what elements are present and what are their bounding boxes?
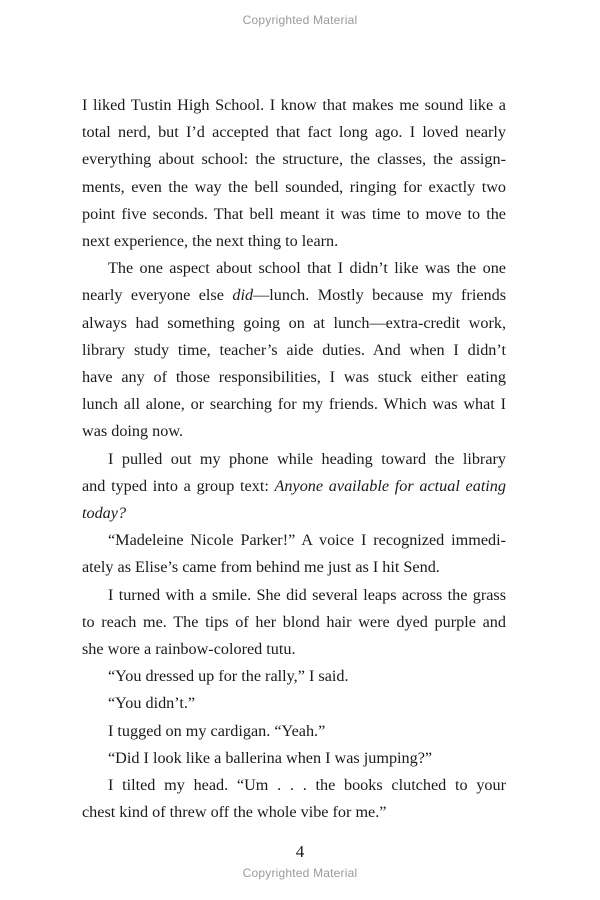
text-line: I turned with a smile. She did several leaps across the grass	[108, 585, 506, 604]
emphasis-text: today?	[82, 504, 127, 523]
text-line: “Madeleine Nicole Parker!” A voice I recognized immedi-	[108, 531, 506, 550]
text-line: The one aspect about school that I didn’t like was the one	[108, 259, 506, 278]
emphasis-text: did	[232, 286, 254, 305]
page-number: 4	[295, 842, 305, 861]
page-body	[82, 92, 506, 826]
text-line: I pulled out my phone while heading toward the library	[108, 449, 506, 468]
text-line: “You didn’t.”	[108, 694, 196, 713]
text-line: I tilted my head. “Um . . . the books clutched to your	[108, 776, 506, 795]
text-line-with-emphasis	[82, 282, 506, 309]
text-line: have any of those responsibilities, I was stuck either eating	[82, 368, 506, 387]
text-line: total nerd, but I’d accepted that fact long ago. I loved nearly	[82, 123, 506, 142]
text-line: to reach me. The tips of her blond hair were dyed purple and	[82, 612, 506, 631]
text-line: lunch all alone, or searching for my friends. Which was what I	[82, 395, 506, 414]
text-fragment: nearly everyone else	[82, 286, 233, 305]
text-line: “You dressed up for the rally,” I said.	[108, 667, 349, 686]
text-line: I tugged on my cardigan. “Yeah.”	[108, 721, 326, 740]
text-line: “Did I look like a ballerina when I was jumping?”	[108, 748, 433, 767]
text-line: she wore a rainbow-colored tutu.	[82, 640, 296, 659]
text-fragment: and typed into a group text:	[82, 476, 275, 495]
copyright-watermark-top: Copyrighted Material	[242, 13, 358, 27]
text-line: everything about school: the structure, the classes, the assign-	[82, 150, 506, 169]
text-line: always had something going on at lunch—extra-credit work,	[82, 313, 506, 332]
text-line: was doing now.	[82, 422, 184, 441]
text-line: ately as Elise’s came from behind me just as I hit Send.	[82, 558, 440, 577]
text-line: ments, even the way the bell sounded, ringing for exactly two	[82, 177, 506, 196]
text-line: library study time, teacher’s aide duties. And when I didn’t	[82, 340, 506, 359]
text-line: I liked Tustin High School. I know that makes me sound like a	[82, 96, 506, 114]
text-line: point five seconds. That bell meant it was time to move to the	[82, 204, 506, 223]
text-line	[82, 500, 506, 527]
emphasis-text: Anyone available for actual eating	[274, 476, 506, 495]
copyright-watermark-bottom: Copyrighted Material	[242, 866, 358, 880]
text-line: next experience, the next thing to learn.	[82, 232, 339, 251]
text-line: chest kind of threw off the whole vibe for me.”	[82, 803, 387, 822]
text-line-with-emphasis	[82, 473, 506, 500]
text-fragment: —lunch. Mostly because my friends	[253, 286, 506, 305]
